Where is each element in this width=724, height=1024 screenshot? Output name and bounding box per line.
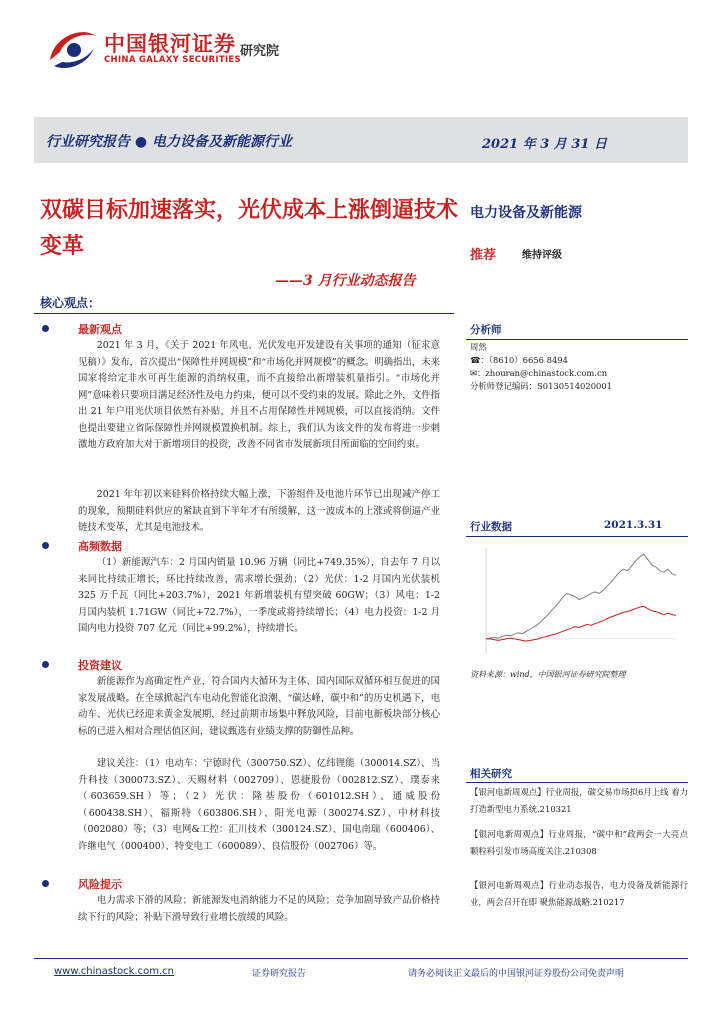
analyst-name: 周然 [470, 342, 487, 352]
footer-disclaimer: 请务必阅读正文最后的中国银河证券股份公司免责声明 [408, 969, 625, 979]
paragraph: 新能源作为高确定性产业，符合国内大循环为主体、国内国际双循环相互促进的国家发展战略。在全球掀起汽车电动化智能化浪潮、“碳达峰，碳中和”的历史机遇下，电动车、光伏已经迎来黄金发展期，经过前期市场集中释放风险，目前电新板块部分核心标的已进入相对合理估值区间，建议甄选有业绩支撑的防御性品种。 [78, 676, 440, 737]
analyst-divider [466, 339, 688, 340]
industry-chart [470, 542, 688, 660]
related-item[interactable]: 【银河电新周观点】行业周报，碳交易市场拟6月上线 着力打造新型电力系统.210321 [470, 787, 688, 814]
bullet-icon [42, 542, 49, 549]
footer-divider [34, 958, 688, 959]
chart-source: 资料来源：wind，中国银河证券研究院整理 [470, 670, 626, 679]
industry-name: 电力设备及新能源 [470, 205, 582, 221]
brand-name-english: CHINA GALAXY SECURITIES [104, 55, 241, 65]
chart-series-line-1 [486, 606, 676, 641]
section-heading: 风险提示 [78, 878, 122, 891]
rating: 推荐 [470, 248, 497, 263]
paragraph: 2021 年 3 月，《关于 2021 年风电、光伏发电开发建设有关事项的通知（征求意见稿）》发布，首次提出“保障性并网规模”和“市场化并网规模”的概念。明确指出，未来国家将给定非水可再生能源的消纳权重，而不直接给出新增装机量指引。“市场化并网”意味着只要项目满足经济性及电力约束，便可以不受约束的发展。除此之外，文件指出 21 年户用光伏项目依然有补贴，并且不占用保障性并网规模，可以直接消纳。文件也提出要建立省际保障性并网规模置换机制。综上，我们认为该文件的发布将进一步刺激地方政府加大对于新增项目的投资，改善不同省市发展新项目所面临的空间约束。 [78, 340, 440, 450]
industry-data-date: 2021.3.31 [604, 519, 663, 531]
galaxy-logo-icon [44, 22, 100, 78]
core-divider [34, 313, 454, 314]
analyst-phone: ☎：（8610）6656 8494 [470, 355, 568, 365]
section-heading: 最新观点 [78, 323, 122, 336]
paragraph: 2021 年年初以来硅料价格持续大幅上涨，下游组件及电池片环节已出现减产停工的现象，预期硅料供应的紧缺直到下半年才有所缓解，这一波成本的上涨或将倒逼产业链技术变革，尤其是电池技术。 [78, 489, 440, 533]
analyst-email: ✉：zhouran@chinastock.com.cn [470, 368, 608, 378]
rating-note: 维持评级 [522, 250, 562, 261]
footer-url-link[interactable]: www.chinastock.com.cn [54, 966, 174, 977]
report-subtitle: ——3 月行业动态报告 [275, 273, 416, 289]
related-divider [466, 782, 688, 783]
paragraph: （1）新能源汽车：2 月国内销量 10.96 万辆（同比+749.35%），自去年 7 月以来同比持续正增长，环比持续改善，需求增长强劲；（2）光伏：1-2 月国内光伏装机 325 万千瓦（同比+203.7%），2021 年新增装机有望突破 60GW；（3）风电：1-2 月国内装机 1.71GW（同比+72.7%），一季度或将持续增长；（4）电力投资：1-2 月国内电力投资 707 亿元（同比+99.2%），持续增长。 [78, 557, 440, 634]
bullet-icon [42, 661, 49, 668]
brand-name: 中国银河证券 [104, 32, 236, 56]
analyst-heading: 分析师 [470, 324, 502, 336]
related-item[interactable]: 【银河电新周观点】行业周报，“碳中和”政两会一大亮点 颗粒料引发市场高度关注.210308 [470, 829, 688, 856]
core-heading: 核心观点： [40, 296, 101, 310]
industry-data-divider [466, 536, 688, 537]
bullet-icon [42, 325, 49, 332]
report-date: 2021 年 3 月 31 日 [482, 137, 607, 152]
paragraph: 建议关注：（1）电动车：宁德时代（300750.SZ）、亿纬锂能（300014.SZ）、当升科技（300073.SZ）、天赐材料（002709）、恩捷股份（002812.SZ）、璞泰来（603659.SH）等；（2）光伏：隆基股份（601012.SH）、通威股份（600438.SH）、福斯特（603806.SH）、阳光电源（300274.SZ）、中材科技（002080）等；（3）电网&工控：汇川技术（300124.SZ）、国电南瑞（600406）、许继电气（000400）、特变电工（600089）、良信股份（002706）等。 [78, 758, 440, 852]
bullet-icon [42, 880, 49, 887]
report-type: 行业研究报告 ● 电力设备及新能源行业 [46, 134, 292, 150]
chart-series-line-0 [486, 554, 676, 639]
paragraph: 电力需求下滑的风险；新能源发电消纳能力不足的风险；竞争加剧导致产品价格持续下行的风险；补贴下滑导致行业增长放缓的风险。 [78, 895, 440, 923]
section-heading: 投资建议 [78, 659, 122, 672]
industry-data-heading: 行业数据 [470, 521, 512, 533]
related-item[interactable]: 【银河电新周观点】行业动态报告，电力设备及新能源行业，两会召开在即 聚焦能源战略.210217 [470, 880, 688, 907]
analyst-registration: 分析师登记编码：S0130514020001 [470, 381, 613, 391]
related-heading: 相关研究 [470, 768, 512, 780]
report-title: 双碳目标加速落实，光伏成本上涨倒逼技术变革 [40, 197, 459, 259]
institute-label: 研究院 [240, 44, 280, 59]
section-heading: 高频数据 [78, 540, 122, 553]
footer-label: 证券研究报告 [252, 969, 307, 979]
